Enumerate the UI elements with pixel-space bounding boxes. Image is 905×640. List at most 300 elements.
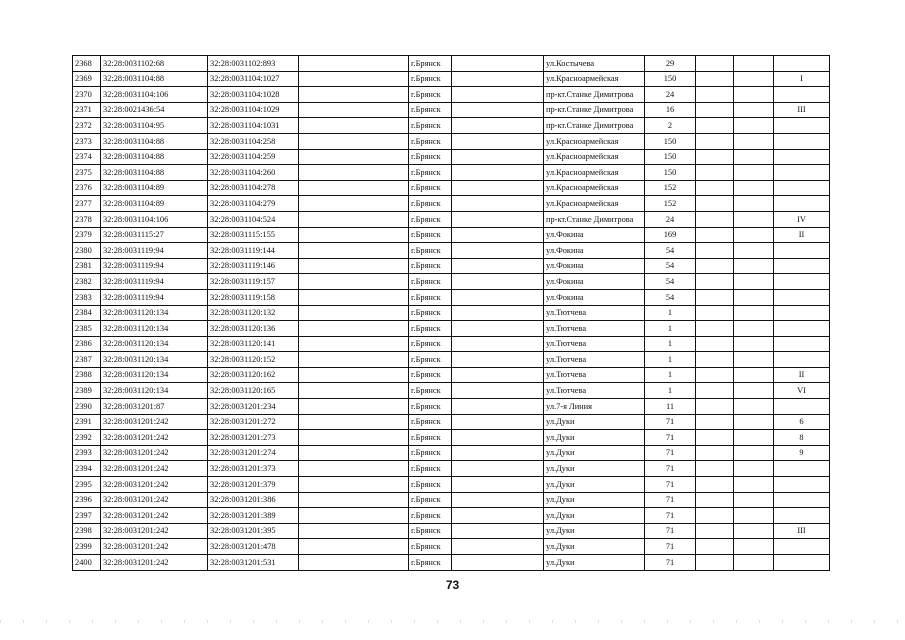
table-row <box>73 492 830 508</box>
cell-blank-col-a <box>299 430 409 446</box>
cell-blank-col-b <box>452 445 544 461</box>
cell-house-number: 71 <box>645 508 696 524</box>
cell-cadastral-parcel: 32:28:0031201:242 <box>101 461 208 477</box>
cell-row-number: 2380 <box>73 243 101 259</box>
cell-blank-col-b <box>452 508 544 524</box>
cell-cadastral-parcel: 32:28:0031104:106 <box>101 211 208 227</box>
cell-building-letter: I <box>774 71 830 87</box>
cell-blank-col-d <box>734 352 774 368</box>
cell-cadastral-parcel: 32:28:0031104:95 <box>101 118 208 134</box>
cell-blank-col-b <box>452 289 544 305</box>
cell-blank-col-a <box>299 289 409 305</box>
cell-blank-col-b <box>452 477 544 493</box>
table-row <box>73 461 830 477</box>
cell-blank-col-c <box>696 477 734 493</box>
table-row <box>73 274 830 290</box>
cell-cadastral-parcel: 32:28:0031104:88 <box>101 133 208 149</box>
cell-house-number: 24 <box>645 211 696 227</box>
cell-blank-col-c <box>696 165 734 181</box>
cell-blank-col-d <box>734 367 774 383</box>
cell-blank-col-b <box>452 383 544 399</box>
cell-blank-col-b <box>452 414 544 430</box>
cell-building-letter: 9 <box>774 445 830 461</box>
table-row <box>73 414 830 430</box>
cell-cadastral-parcel: 32:28:0031120:134 <box>101 305 208 321</box>
cell-cadastral-parcel: 32:28:0031115:27 <box>101 227 208 243</box>
cell-city: г.Брянск <box>409 243 452 259</box>
cell-blank-col-c <box>696 523 734 539</box>
cell-cadastral-object: 32:28:0031201:272 <box>208 414 299 430</box>
cell-cadastral-object: 32:28:0031201:386 <box>208 492 299 508</box>
cell-house-number: 71 <box>645 461 696 477</box>
cell-blank-col-a <box>299 305 409 321</box>
cell-street: ул.Дуки <box>544 414 645 430</box>
cell-blank-col-d <box>734 492 774 508</box>
cell-city: г.Брянск <box>409 102 452 118</box>
cell-city: г.Брянск <box>409 305 452 321</box>
cell-blank-col-c <box>696 71 734 87</box>
cell-blank-col-b <box>452 258 544 274</box>
cell-cadastral-object: 32:28:0031104:1028 <box>208 87 299 103</box>
cell-blank-col-b <box>452 149 544 165</box>
cell-blank-col-a <box>299 477 409 493</box>
cell-blank-col-d <box>734 414 774 430</box>
cell-blank-col-c <box>696 352 734 368</box>
table-row <box>73 258 830 274</box>
cell-blank-col-c <box>696 508 734 524</box>
cell-cadastral-object: 32:28:0031201:379 <box>208 477 299 493</box>
cell-blank-col-b <box>452 430 544 446</box>
cell-building-letter <box>774 149 830 165</box>
cell-blank-col-a <box>299 539 409 555</box>
cell-blank-col-d <box>734 227 774 243</box>
cell-row-number: 2373 <box>73 133 101 149</box>
cell-city: г.Брянск <box>409 523 452 539</box>
cell-blank-col-d <box>734 336 774 352</box>
cell-cadastral-parcel: 32:28:0031201:242 <box>101 508 208 524</box>
cell-blank-col-d <box>734 321 774 337</box>
cell-cadastral-parcel: 32:28:0031104:89 <box>101 180 208 196</box>
cell-blank-col-d <box>734 399 774 415</box>
cell-blank-col-b <box>452 133 544 149</box>
cell-blank-col-c <box>696 445 734 461</box>
cell-building-letter <box>774 477 830 493</box>
cell-city: г.Брянск <box>409 180 452 196</box>
cell-cadastral-object: 32:28:0031104:524 <box>208 211 299 227</box>
table-body <box>73 56 830 571</box>
cell-blank-col-b <box>452 274 544 290</box>
cell-blank-col-c <box>696 555 734 571</box>
table-row <box>73 367 830 383</box>
cell-blank-col-b <box>452 165 544 181</box>
cell-city: г.Брянск <box>409 165 452 181</box>
cell-blank-col-d <box>734 305 774 321</box>
cell-cadastral-object: 32:28:0031120:152 <box>208 352 299 368</box>
cell-row-number: 2394 <box>73 461 101 477</box>
cell-city: г.Брянск <box>409 289 452 305</box>
cell-cadastral-parcel: 32:28:0031201:242 <box>101 414 208 430</box>
cell-blank-col-c <box>696 87 734 103</box>
cell-building-letter <box>774 87 830 103</box>
cell-row-number: 2393 <box>73 445 101 461</box>
cell-row-number: 2399 <box>73 539 101 555</box>
cell-street: ул.Фокина <box>544 289 645 305</box>
cell-blank-col-c <box>696 383 734 399</box>
cell-city: г.Брянск <box>409 492 452 508</box>
cell-blank-col-a <box>299 321 409 337</box>
table-row <box>73 87 830 103</box>
cell-row-number: 2381 <box>73 258 101 274</box>
cell-blank-col-b <box>452 211 544 227</box>
cell-blank-col-b <box>452 87 544 103</box>
cell-blank-col-b <box>452 305 544 321</box>
cell-building-letter <box>774 352 830 368</box>
cell-city: г.Брянск <box>409 367 452 383</box>
cell-cadastral-object: 32:28:0031104:1029 <box>208 102 299 118</box>
cell-street: ул.Фокина <box>544 274 645 290</box>
cell-building-letter <box>774 321 830 337</box>
cell-street: пр-кт.Станке Димитрова <box>544 102 645 118</box>
cell-cadastral-object: 32:28:0031104:259 <box>208 149 299 165</box>
cell-blank-col-a <box>299 523 409 539</box>
cell-city: г.Брянск <box>409 539 452 555</box>
cell-blank-col-a <box>299 336 409 352</box>
cell-cadastral-parcel: 32:28:0031104:106 <box>101 87 208 103</box>
cell-cadastral-parcel: 32:28:0031120:134 <box>101 336 208 352</box>
cell-city: г.Брянск <box>409 133 452 149</box>
cell-blank-col-d <box>734 149 774 165</box>
cell-blank-col-b <box>452 180 544 196</box>
cell-house-number: 71 <box>645 492 696 508</box>
cell-blank-col-a <box>299 243 409 259</box>
cell-row-number: 2372 <box>73 118 101 134</box>
cell-row-number: 2376 <box>73 180 101 196</box>
cell-blank-col-a <box>299 274 409 290</box>
table-row <box>73 149 830 165</box>
cell-blank-col-d <box>734 508 774 524</box>
cell-street: ул.Дуки <box>544 555 645 571</box>
cell-cadastral-object: 32:28:0031102:893 <box>208 56 299 72</box>
cell-row-number: 2396 <box>73 492 101 508</box>
cell-house-number: 1 <box>645 367 696 383</box>
cell-house-number: 152 <box>645 196 696 212</box>
cell-building-letter: 6 <box>774 414 830 430</box>
cell-cadastral-object: 32:28:0031120:141 <box>208 336 299 352</box>
cell-row-number: 2383 <box>73 289 101 305</box>
cell-row-number: 2398 <box>73 523 101 539</box>
cell-blank-col-c <box>696 399 734 415</box>
cell-row-number: 2374 <box>73 149 101 165</box>
cell-blank-col-a <box>299 102 409 118</box>
cell-street: ул.Красноармейская <box>544 133 645 149</box>
cell-cadastral-object: 32:28:0031104:258 <box>208 133 299 149</box>
cell-cadastral-parcel: 32:28:0031119:94 <box>101 258 208 274</box>
cell-cadastral-parcel: 32:28:0031119:94 <box>101 274 208 290</box>
cell-street: пр-кт.Станке Димитрова <box>544 87 645 103</box>
table-row <box>73 102 830 118</box>
cell-building-letter <box>774 196 830 212</box>
table-row <box>73 321 830 337</box>
cell-row-number: 2397 <box>73 508 101 524</box>
cell-cadastral-parcel: 32:28:0031120:134 <box>101 321 208 337</box>
cell-cadastral-object: 32:28:0031119:144 <box>208 243 299 259</box>
cell-blank-col-d <box>734 274 774 290</box>
cell-blank-col-d <box>734 430 774 446</box>
registry-sheet <box>72 55 829 571</box>
cell-blank-col-b <box>452 71 544 87</box>
cell-city: г.Брянск <box>409 56 452 72</box>
cell-street: ул.Фокина <box>544 227 645 243</box>
cell-blank-col-c <box>696 289 734 305</box>
cell-blank-col-b <box>452 352 544 368</box>
cell-house-number: 150 <box>645 71 696 87</box>
cell-blank-col-a <box>299 508 409 524</box>
cell-city: г.Брянск <box>409 149 452 165</box>
cell-street: ул.7-я Линия <box>544 399 645 415</box>
cell-house-number: 1 <box>645 305 696 321</box>
cell-cadastral-object: 32:28:0031201:373 <box>208 461 299 477</box>
cell-blank-col-a <box>299 461 409 477</box>
table-row <box>73 289 830 305</box>
cell-building-letter <box>774 508 830 524</box>
cell-street: ул.Красноармейская <box>544 71 645 87</box>
cell-blank-col-a <box>299 56 409 72</box>
cell-street: ул.Фокина <box>544 243 645 259</box>
cell-city: г.Брянск <box>409 87 452 103</box>
cell-row-number: 2391 <box>73 414 101 430</box>
cell-cadastral-object: 32:28:0031115:155 <box>208 227 299 243</box>
cell-row-number: 2389 <box>73 383 101 399</box>
cell-cadastral-parcel: 32:28:0021436:54 <box>101 102 208 118</box>
page-number: 73 <box>445 578 460 592</box>
cell-building-letter <box>774 305 830 321</box>
cell-cadastral-parcel: 32:28:0031201:242 <box>101 477 208 493</box>
cell-building-letter <box>774 180 830 196</box>
cell-building-letter <box>774 133 830 149</box>
cell-blank-col-a <box>299 165 409 181</box>
cell-city: г.Брянск <box>409 414 452 430</box>
cell-city: г.Брянск <box>409 227 452 243</box>
cell-blank-col-c <box>696 321 734 337</box>
table-row <box>73 399 830 415</box>
cell-city: г.Брянск <box>409 555 452 571</box>
cell-cadastral-parcel: 32:28:0031119:94 <box>101 289 208 305</box>
cell-cadastral-parcel: 32:28:0031104:88 <box>101 149 208 165</box>
cell-blank-col-b <box>452 461 544 477</box>
cell-blank-col-b <box>452 118 544 134</box>
cell-blank-col-d <box>734 539 774 555</box>
cell-city: г.Брянск <box>409 399 452 415</box>
cell-blank-col-c <box>696 367 734 383</box>
scan-artifact-line <box>0 620 905 623</box>
cell-blank-col-d <box>734 383 774 399</box>
cell-blank-col-d <box>734 165 774 181</box>
cell-blank-col-c <box>696 492 734 508</box>
cell-blank-col-d <box>734 211 774 227</box>
cell-house-number: 150 <box>645 165 696 181</box>
cell-cadastral-parcel: 32:28:0031201:242 <box>101 539 208 555</box>
cell-house-number: 54 <box>645 289 696 305</box>
cell-cadastral-parcel: 32:28:0031201:242 <box>101 430 208 446</box>
cell-city: г.Брянск <box>409 430 452 446</box>
cell-street: ул.Дуки <box>544 539 645 555</box>
cell-house-number: 1 <box>645 383 696 399</box>
cell-blank-col-c <box>696 133 734 149</box>
cell-blank-col-b <box>452 102 544 118</box>
cell-street: ул.Фокина <box>544 258 645 274</box>
cell-blank-col-d <box>734 133 774 149</box>
cell-blank-col-a <box>299 367 409 383</box>
cell-blank-col-c <box>696 539 734 555</box>
cell-cadastral-object: 32:28:0031201:274 <box>208 445 299 461</box>
cell-cadastral-parcel: 32:28:0031201:242 <box>101 523 208 539</box>
cell-city: г.Брянск <box>409 258 452 274</box>
cell-house-number: 16 <box>645 102 696 118</box>
cell-blank-col-c <box>696 305 734 321</box>
cell-blank-col-d <box>734 477 774 493</box>
cell-building-letter <box>774 258 830 274</box>
registry-table <box>72 55 830 571</box>
cell-building-letter <box>774 274 830 290</box>
cell-blank-col-c <box>696 118 734 134</box>
table-row <box>73 165 830 181</box>
table-row <box>73 180 830 196</box>
cell-row-number: 2377 <box>73 196 101 212</box>
cell-house-number: 71 <box>645 430 696 446</box>
cell-blank-col-d <box>734 445 774 461</box>
cell-blank-col-d <box>734 56 774 72</box>
cell-city: г.Брянск <box>409 508 452 524</box>
cell-blank-col-c <box>696 243 734 259</box>
table-row <box>73 227 830 243</box>
cell-house-number: 71 <box>645 414 696 430</box>
cell-cadastral-object: 32:28:0031104:279 <box>208 196 299 212</box>
cell-building-letter <box>774 118 830 134</box>
table-row <box>73 445 830 461</box>
cell-street: ул.Дуки <box>544 445 645 461</box>
cell-row-number: 2390 <box>73 399 101 415</box>
cell-blank-col-c <box>696 102 734 118</box>
cell-row-number: 2382 <box>73 274 101 290</box>
cell-blank-col-c <box>696 430 734 446</box>
cell-street: ул.Тютчева <box>544 305 645 321</box>
cell-blank-col-b <box>452 399 544 415</box>
cell-building-letter: VI <box>774 383 830 399</box>
cell-street: пр-кт.Станке Димитрова <box>544 118 645 134</box>
cell-building-letter <box>774 492 830 508</box>
cell-row-number: 2388 <box>73 367 101 383</box>
cell-cadastral-parcel: 32:28:0031104:88 <box>101 165 208 181</box>
cell-building-letter: IV <box>774 211 830 227</box>
cell-city: г.Брянск <box>409 196 452 212</box>
cell-blank-col-d <box>734 523 774 539</box>
cell-street: ул.Красноармейская <box>544 196 645 212</box>
cell-street: ул.Дуки <box>544 430 645 446</box>
cell-blank-col-a <box>299 414 409 430</box>
cell-blank-col-a <box>299 87 409 103</box>
cell-city: г.Брянск <box>409 321 452 337</box>
cell-street: ул.Красноармейская <box>544 180 645 196</box>
cell-house-number: 24 <box>645 87 696 103</box>
cell-cadastral-object: 32:28:0031201:478 <box>208 539 299 555</box>
cell-cadastral-parcel: 32:28:0031104:88 <box>101 71 208 87</box>
cell-cadastral-object: 32:28:0031201:395 <box>208 523 299 539</box>
cell-row-number: 2370 <box>73 87 101 103</box>
cell-house-number: 29 <box>645 56 696 72</box>
cell-house-number: 1 <box>645 352 696 368</box>
cell-cadastral-parcel: 32:28:0031120:134 <box>101 383 208 399</box>
table-row <box>73 383 830 399</box>
cell-house-number: 150 <box>645 149 696 165</box>
cell-city: г.Брянск <box>409 211 452 227</box>
cell-row-number: 2375 <box>73 165 101 181</box>
cell-street: ул.Дуки <box>544 477 645 493</box>
table-row <box>73 352 830 368</box>
cell-row-number: 2387 <box>73 352 101 368</box>
cell-blank-col-d <box>734 461 774 477</box>
cell-cadastral-parcel: 32:28:0031201:87 <box>101 399 208 415</box>
cell-house-number: 71 <box>645 477 696 493</box>
cell-cadastral-parcel: 32:28:0031201:242 <box>101 492 208 508</box>
cell-blank-col-d <box>734 87 774 103</box>
cell-blank-col-c <box>696 56 734 72</box>
cell-blank-col-a <box>299 399 409 415</box>
cell-building-letter <box>774 539 830 555</box>
table-row <box>73 430 830 446</box>
cell-row-number: 2368 <box>73 56 101 72</box>
cell-blank-col-a <box>299 445 409 461</box>
cell-blank-col-a <box>299 196 409 212</box>
cell-building-letter <box>774 243 830 259</box>
cell-building-letter <box>774 461 830 477</box>
cell-city: г.Брянск <box>409 274 452 290</box>
cell-cadastral-object: 32:28:0031119:158 <box>208 289 299 305</box>
cell-row-number: 2392 <box>73 430 101 446</box>
cell-blank-col-d <box>734 118 774 134</box>
cell-street: ул.Красноармейская <box>544 165 645 181</box>
cell-cadastral-parcel: 32:28:0031120:134 <box>101 352 208 368</box>
cell-blank-col-d <box>734 196 774 212</box>
cell-house-number: 71 <box>645 445 696 461</box>
table-row <box>73 71 830 87</box>
table-row <box>73 508 830 524</box>
cell-blank-col-a <box>299 211 409 227</box>
cell-building-letter <box>774 555 830 571</box>
cell-cadastral-object: 32:28:0031120:162 <box>208 367 299 383</box>
cell-blank-col-c <box>696 414 734 430</box>
cell-street: ул.Дуки <box>544 508 645 524</box>
cell-row-number: 2385 <box>73 321 101 337</box>
table-row <box>73 305 830 321</box>
cell-house-number: 71 <box>645 539 696 555</box>
cell-city: г.Брянск <box>409 118 452 134</box>
cell-blank-col-a <box>299 180 409 196</box>
cell-house-number: 1 <box>645 321 696 337</box>
cell-cadastral-parcel: 32:28:0031104:89 <box>101 196 208 212</box>
cell-house-number: 169 <box>645 227 696 243</box>
cell-city: г.Брянск <box>409 383 452 399</box>
cell-blank-col-a <box>299 352 409 368</box>
cell-house-number: 152 <box>645 180 696 196</box>
table-row <box>73 133 830 149</box>
cell-street: ул.Костычева <box>544 56 645 72</box>
cell-cadastral-parcel: 32:28:0031120:134 <box>101 367 208 383</box>
cell-blank-col-c <box>696 196 734 212</box>
cell-cadastral-object: 32:28:0031201:531 <box>208 555 299 571</box>
cell-house-number: 2 <box>645 118 696 134</box>
cell-blank-col-c <box>696 180 734 196</box>
cell-cadastral-parcel: 32:28:0031102:68 <box>101 56 208 72</box>
